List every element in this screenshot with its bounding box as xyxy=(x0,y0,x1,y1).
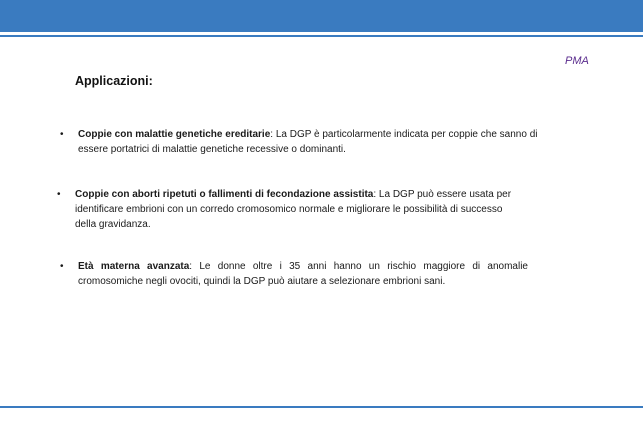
item-lead: Coppie con malattie genetiche ereditarie xyxy=(78,129,271,140)
bullet-icon: • xyxy=(60,129,64,140)
page-heading: Applicazioni: xyxy=(75,74,153,88)
header-bar xyxy=(0,0,643,32)
item-lead: Coppie con aborti ripetuti o fallimenti di fecondazione assistita xyxy=(75,189,374,200)
header-divider xyxy=(0,35,643,37)
item-lead: Età materna avanzata xyxy=(78,261,190,272)
footer-divider xyxy=(0,406,643,408)
list-item xyxy=(57,187,525,232)
section-tag: PMA xyxy=(565,55,589,67)
item-body: : La DGP è particolarmente indicata per coppie che sanno di essere portatrici di malattie genetiche recessive o dominanti. xyxy=(78,129,538,155)
bullet-icon: • xyxy=(57,189,61,200)
list-item xyxy=(60,127,548,157)
item-body: : La DGP può essere usata per identificare embrioni con un corredo cromosomico normale e migliorare le possibilità di successo della gravidanza. xyxy=(75,189,512,230)
bullet-icon: • xyxy=(60,261,64,272)
item-body: : Le donne oltre i 35 anni hanno un rischio maggiore di anomalie cromosomiche negli ovociti, quindi la DGP può aiutare a selezionare embrioni sani. xyxy=(78,261,528,287)
list-item xyxy=(60,259,528,289)
